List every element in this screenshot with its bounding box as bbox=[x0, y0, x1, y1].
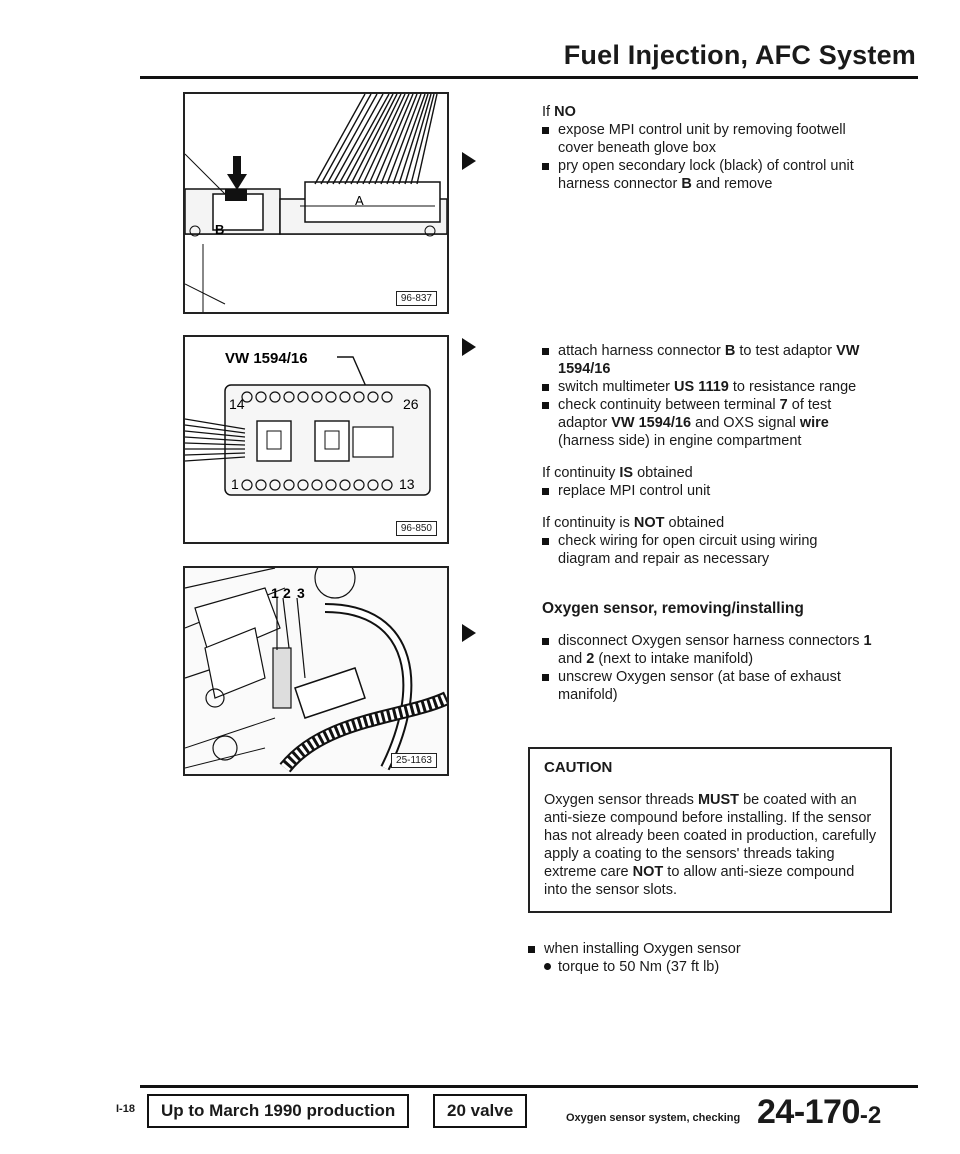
condition-line bbox=[542, 103, 872, 121]
condition-prefix: If bbox=[542, 104, 551, 120]
connector-1-label: 1 bbox=[271, 585, 279, 601]
arrow-marker bbox=[462, 338, 476, 356]
harness-connector-illustration bbox=[185, 94, 447, 312]
pin-26-label: 26 bbox=[403, 396, 419, 412]
arrow-marker bbox=[462, 624, 476, 642]
footer-caption: Oxygen sensor system, checking bbox=[566, 1112, 741, 1124]
figure-harness-connector bbox=[183, 92, 449, 314]
section-heading: Oxygen sensor, removing/installing bbox=[542, 600, 804, 617]
step-torque: torque to 50 Nm (37 ft lb) bbox=[528, 958, 868, 976]
section-oxygen-sensor bbox=[542, 600, 872, 704]
step-switch-multimeter: switch multimeter US 1119 to resistance range bbox=[542, 378, 872, 396]
page-title: Fuel Injection, AFC System bbox=[563, 40, 916, 70]
step-unscrew-sensor: unscrew Oxygen sensor (at base of exhaust manifold) bbox=[542, 668, 872, 704]
section-install bbox=[528, 940, 868, 976]
arrow-marker bbox=[462, 152, 476, 170]
condition-not-obtained: If continuity is NOT obtained bbox=[542, 515, 725, 531]
step-check-continuity: check continuity between terminal 7 of test adaptor VW 1594/16 and OXS signal wire (harness side) in engine compartment bbox=[542, 396, 872, 450]
connector-2-label: 2 bbox=[283, 585, 291, 601]
test-adaptor-illustration bbox=[185, 337, 447, 542]
valve-box: 20 valve bbox=[433, 1094, 527, 1128]
production-box: Up to March 1990 production bbox=[147, 1094, 409, 1128]
footer-rule bbox=[140, 1085, 918, 1088]
page-number: 24-170-2 bbox=[757, 1093, 882, 1131]
pin-14-label: 14 bbox=[229, 396, 245, 412]
step-attach-connector: attach harness connector B to test adaptor VW 1594/16 bbox=[542, 342, 872, 378]
caution-box bbox=[528, 747, 892, 913]
tool-label: VW 1594/16 bbox=[225, 350, 308, 367]
oxygen-sensor-illustration bbox=[185, 568, 447, 774]
label-a: A bbox=[355, 193, 364, 208]
step-check-wiring: check wiring for open circuit using wiring diagram and repair as necessary bbox=[542, 532, 872, 568]
step-installing-sensor: when installing Oxygen sensor bbox=[528, 940, 868, 958]
footer-ref: I-18 bbox=[116, 1103, 135, 1115]
caution-text: Oxygen sensor threads MUST be coated with an anti-sieze compound before installing. If the sensor has not already been coated in production, carefully apply a coating to the sensors' threads taking extreme care NOT to allow anti-sieze compound into the sensor slots. bbox=[544, 792, 877, 898]
figure-test-adaptor bbox=[183, 335, 449, 544]
figure-oxygen-sensor bbox=[183, 566, 449, 776]
figure-number: 96-850 bbox=[396, 521, 437, 536]
label-b: B bbox=[215, 222, 225, 237]
pin-13-label: 13 bbox=[399, 476, 415, 492]
condition-is-obtained: If continuity IS obtained bbox=[542, 465, 693, 481]
figure-number: 25-1163 bbox=[391, 753, 437, 768]
pin-1-label: 1 bbox=[231, 476, 239, 492]
condition-value: NO bbox=[554, 104, 576, 120]
figure-number: 96-837 bbox=[396, 291, 437, 306]
step-expose-control-unit: expose MPI control unit by removing footwell cover beneath glove box bbox=[542, 121, 872, 157]
section-continuity-test bbox=[542, 342, 872, 568]
connector-3-label: 3 bbox=[297, 585, 305, 601]
header-rule bbox=[140, 76, 918, 79]
step-disconnect-harness: disconnect Oxygen sensor harness connectors 1 and 2 (next to intake manifold) bbox=[542, 632, 872, 668]
caution-title: CAUTION bbox=[544, 759, 613, 776]
step-pry-open-lock: pry open secondary lock (black) of control unit harness connector B and remove bbox=[542, 157, 872, 193]
step-replace-control-unit: replace MPI control unit bbox=[542, 482, 872, 500]
section-if-no bbox=[542, 103, 872, 193]
